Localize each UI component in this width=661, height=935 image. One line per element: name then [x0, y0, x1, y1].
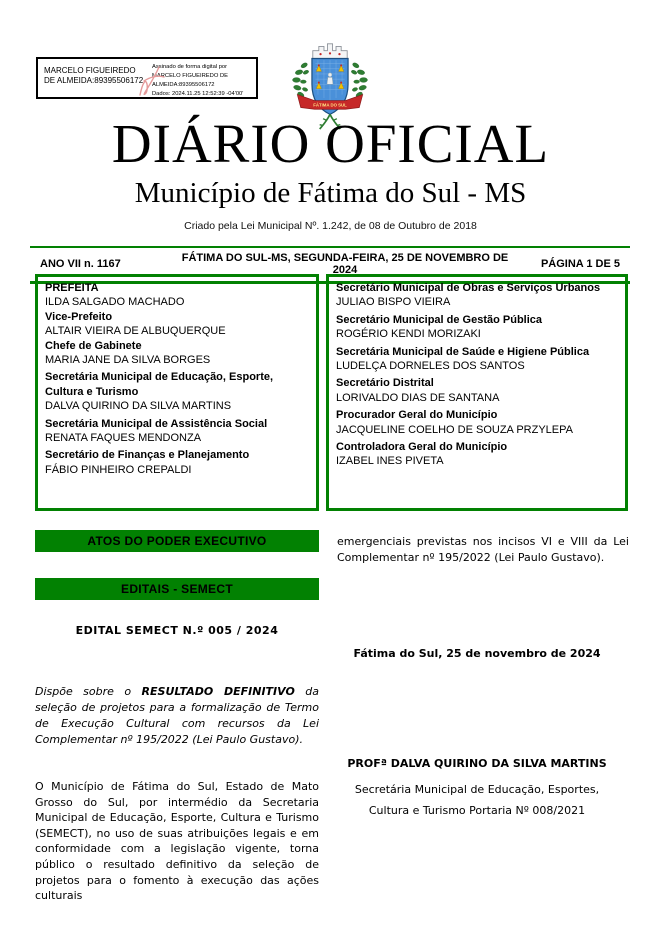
issue-year-number: ANO VII n. 1167	[40, 258, 121, 270]
official-title: Secretária Municipal de Saúde e Higiene Pública	[336, 345, 590, 358]
official-name: JULIAO BISPO VIEIRA	[336, 296, 451, 309]
signature-block	[326, 757, 628, 821]
official-entry	[45, 310, 309, 339]
officials-box-right	[326, 274, 628, 511]
stamp-details-line: MARCELO FIGUEIREDO DE	[152, 72, 229, 79]
official-name: LUDELÇA DORNELES DOS SANTOS	[336, 360, 525, 373]
official-name: RENATA FAQUES MENDONZA	[45, 432, 202, 445]
gazette-subtitle: Município de Fátima do Sul - MS	[134, 177, 527, 209]
official-title: Secretário Distrital	[336, 377, 434, 390]
official-name: ALTAIR VIEIRA DE ALBUQUERQUE	[45, 325, 226, 338]
issue-page-count: PÁGINA 1 DE 5	[540, 258, 620, 270]
officials-box-left	[35, 274, 319, 511]
edital-body-paragraph: O Município de Fátima do Sul, Estado de Mato Grosso do Sul, por intermédio da Secretaria Municipal de Educação, Esporte, Cultura e Turismo (SEMECT), no uso de suas atribuições legais e em conformidade com a legislação vigente, torna público o resultado definitivo da seleção de projetos para o fomento à execução das ações culturais	[35, 780, 319, 903]
official-title: Controladora Geral do Município	[336, 441, 508, 454]
edital-summary	[35, 684, 319, 748]
signer-role-line: Secretária Municipal de Educação, Esportes,	[354, 783, 600, 796]
signature-flourish-icon	[134, 61, 168, 99]
stamp-signer-name: MARCELO FIGUEIREDO DE ALMEIDA:89395506172	[44, 66, 144, 86]
official-title: Vice-Prefeito	[45, 310, 113, 323]
official-name: JACQUELINE COELHO DE SOUZA PRZYLEPA	[336, 423, 573, 436]
official-title: Secretário de Finanças e Planejamento	[45, 449, 250, 462]
official-title: Secretário Municipal de Gestão Pública	[336, 313, 543, 326]
official-name: MARIA JANE DA SILVA BORGES	[45, 354, 211, 367]
official-entry	[45, 417, 309, 446]
dateline: Fátima do Sul, 25 de novembro de 2024	[353, 647, 601, 660]
official-name: LORIVALDO DIAS DE SANTANA	[336, 391, 500, 404]
official-entry	[336, 345, 618, 374]
official-name: DALVA QUIRINO DA SILVA MARTINS	[45, 400, 232, 413]
official-entry	[45, 448, 309, 477]
official-name: ROGÉRIO KENDI MORIZAKI	[336, 328, 481, 341]
section-banner-atos: ATOS DO PODER EXECUTIVO	[35, 530, 319, 552]
official-name: IZABEL INES PIVETA	[336, 455, 444, 468]
official-title: Procurador Geral do Município	[336, 409, 498, 422]
official-name: ILDA SALGADO MACHADO	[45, 296, 185, 309]
stamp-details-line: ALMEIDA:89395506172	[152, 81, 215, 88]
digital-signature-stamp	[36, 57, 258, 99]
official-name: FÁBIO PINHEIRO CREPALDI	[45, 463, 192, 476]
issue-place-date: FÁTIMA DO SUL-MS, SEGUNDA-FEIRA, 25 DE NOVEMBRO DE 2024	[181, 252, 509, 276]
signer-name: PROFª DALVA QUIRINO DA SILVA MARTINS	[347, 757, 607, 770]
summary-emphasis: RESULTADO DEFINITIVO	[141, 685, 295, 698]
official-title: Secretária Municipal de Assistência Social	[45, 417, 268, 430]
summary-suffix: da seleção de projetos para a formalização de Termo de Execução Cultural com recursos da Lei Complementar nº 195/2022 (Lei Paulo Gustavo).	[35, 685, 319, 746]
official-entry	[45, 281, 309, 310]
stamp-details-line: Assinado de forma digital por	[152, 64, 228, 70]
official-title: Chefe de Gabinete	[45, 339, 142, 352]
official-entry	[336, 440, 618, 469]
summary-prefix: Dispõe sobre o	[35, 685, 142, 698]
official-title: PREFEITA	[45, 282, 99, 294]
official-entry	[336, 281, 618, 310]
body-continuation-paragraph: emergenciais previstas nos incisos VI e VIII da Lei Complementar nº 195/2022 (Lei Paulo Gustavo).	[337, 535, 629, 564]
official-title: Secretário Municipal de Obras e Serviços Urbanos	[336, 282, 601, 294]
official-entry	[45, 339, 309, 368]
crest-ribbon-text: FÁTIMA DO SUL	[313, 102, 347, 108]
official-entry	[336, 376, 618, 405]
official-entry	[336, 313, 618, 342]
section-banner-editais: EDITAIS - SEMECT	[35, 578, 319, 600]
official-title: Secretária Municipal de Educação, Esporte, Cultura e Turismo	[45, 371, 274, 398]
stamp-details-line: Dados: 2024.11.25 12:52:39 -04'00'	[152, 90, 244, 97]
creation-law-line: Criado pela Lei Municipal Nº. 1.242, de 08 de Outubro de 2018	[184, 220, 477, 232]
gazette-title: DIÁRIO OFICIAL	[111, 113, 550, 174]
signer-role-line: Cultura e Turismo Portaria Nº 008/2021	[368, 804, 586, 817]
official-entry	[45, 370, 309, 413]
official-entry	[336, 408, 618, 437]
edital-title: EDITAL SEMECT N.º 005 / 2024	[75, 624, 279, 637]
